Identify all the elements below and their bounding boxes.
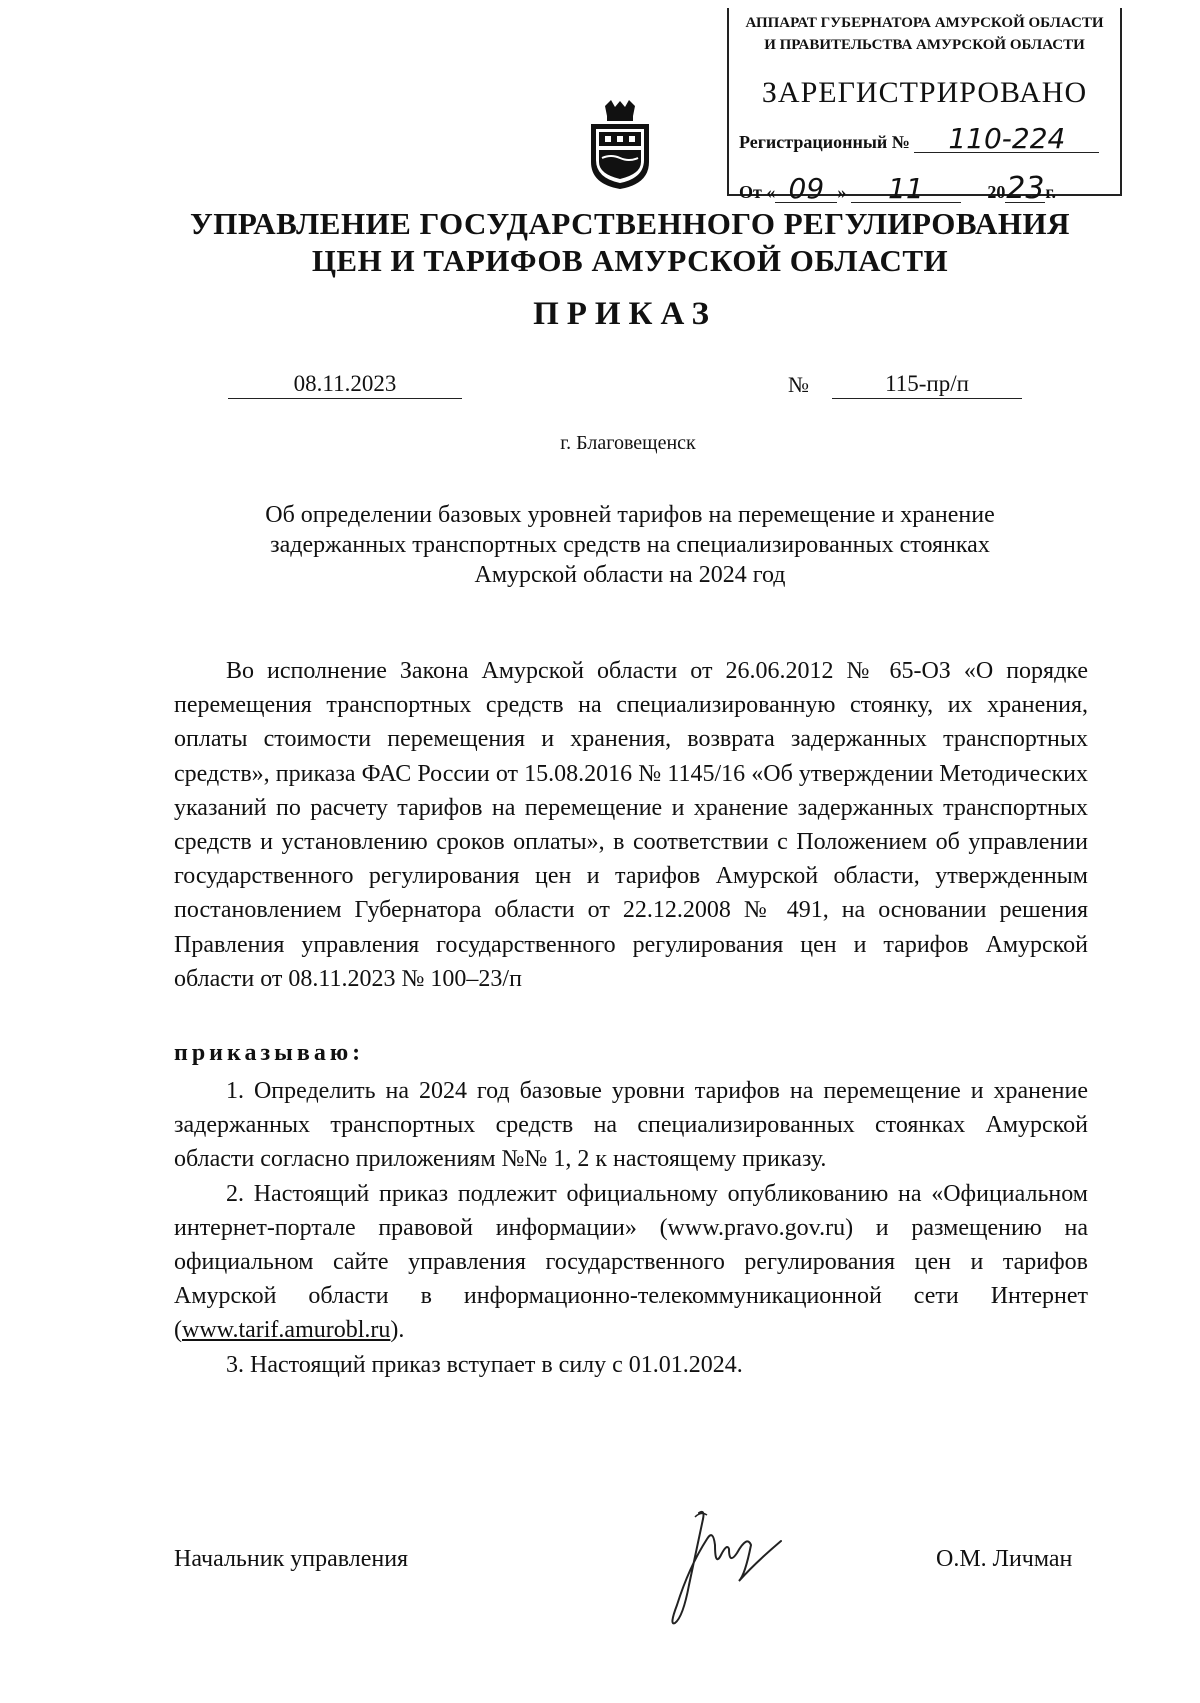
stamp-org-line1: АППАРАТ ГУБЕРНАТОРА АМУРСКОЙ ОБЛАСТИ bbox=[745, 15, 1104, 31]
order-subject bbox=[180, 500, 1080, 590]
document-type: ПРИКАЗ bbox=[533, 296, 717, 332]
coat-of-arms-icon bbox=[585, 100, 655, 190]
order-number-sign: № bbox=[788, 372, 809, 397]
stamp-reg-label: Регистрационный № bbox=[739, 132, 910, 152]
order-item-1: 1. Определить на 2024 год базовые уровни тарифов на перемещение и хранение задержанных транспортных средств на специализированных стоянках Амурской области согласно приложениям №№ 1, 2 к настоящему приказу. bbox=[174, 1078, 1088, 1173]
order-city: г. Благовещенск bbox=[560, 432, 696, 454]
stamp-reg-number: 110-224 bbox=[914, 126, 1099, 153]
subject-line2: задержанных транспортных средств на специализированных стоянках bbox=[270, 532, 990, 558]
handwritten-signature bbox=[655, 1505, 795, 1635]
stamp-date-year-prefix: 20 bbox=[987, 182, 1006, 202]
stamp-date-year-suffix: 23 bbox=[1006, 171, 1045, 206]
signatory-name: О.М. Личман bbox=[936, 1546, 1073, 1572]
stamp-date-month: 11 bbox=[851, 176, 961, 203]
stamp-date-row bbox=[739, 171, 1112, 206]
stamp-date-suffix: г. bbox=[1045, 182, 1056, 202]
stamp-date-day: 09 bbox=[775, 176, 837, 203]
stamp-date-prefix: От « bbox=[739, 182, 776, 202]
stamp-reg-row bbox=[739, 122, 1112, 155]
stamp-date-mid: » bbox=[837, 182, 847, 202]
tarif-site-link[interactable]: www.tarif.amurobl.ru bbox=[182, 1317, 391, 1344]
directive-word: приказываю: bbox=[174, 1040, 365, 1066]
stamp-org-line2: И ПРАВИТЕЛЬСТВА АМУРСКОЙ ОБЛАСТИ bbox=[764, 37, 1085, 53]
order-item-2-text: 2. Настоящий приказ подлежит официальному опубликованию на «Официальном интернет-портале правовой информации» (www.pravo.gov.ru) и размещению на официальном сайте управления государственного регулирования цен и тарифов Амурской области в информационно-телекоммуникационной сети Интернет ( bbox=[174, 1180, 1088, 1344]
subject-line1: Об определении базовых уровней тарифов на перемещение и хранение bbox=[265, 502, 995, 528]
order-date: 08.11.2023 bbox=[228, 370, 462, 399]
order-item-2 bbox=[174, 1177, 1088, 1348]
subject-line3: Амурской области на 2024 год bbox=[474, 562, 786, 588]
order-number: 115-пр/п bbox=[832, 370, 1022, 399]
org-name-line1: УПРАВЛЕНИЕ ГОСУДАРСТВЕННОГО РЕГУЛИРОВАНИЯ bbox=[189, 206, 1071, 241]
preamble-paragraph: Во исполнение Закона Амурской области от 26.06.2012 № 65-ОЗ «О порядке перемещения транспортных средств на специализированную стоянку, их хранения, оплаты стоимости перемещения и хранения, возврата задержанных транспортных средств», приказа ФАС России от 15.08.2016 № 1145/16 «Об утверждении Методических указаний по расчету тарифов на перемещение и хранение задержанных транспортных средств и установлению сроков оплаты», в соответствии с Положением об управлении государственного регулирования цен и тарифов Амурской области, утвержденным постановлением Губернатора области от 22.12.2008 № 491, на основании решения Правления управления государственного регулирования цен и тарифов Амурской области от 08.11.2023 № 100–23/п bbox=[174, 658, 1088, 992]
registration-stamp bbox=[727, 8, 1122, 206]
order-item-3: 3. Настоящий приказ вступает в силу с 01.01.2024. bbox=[226, 1351, 743, 1378]
order-item-2-end: ). bbox=[390, 1317, 405, 1344]
order-items bbox=[174, 1074, 1088, 1382]
signatory-position: Начальник управления bbox=[174, 1546, 409, 1572]
stamp-title: ЗАРЕГИСТРИРОВАНО bbox=[761, 76, 1088, 109]
org-name-line2: ЦЕН И ТАРИФОВ АМУРСКОЙ ОБЛАСТИ bbox=[311, 243, 949, 278]
